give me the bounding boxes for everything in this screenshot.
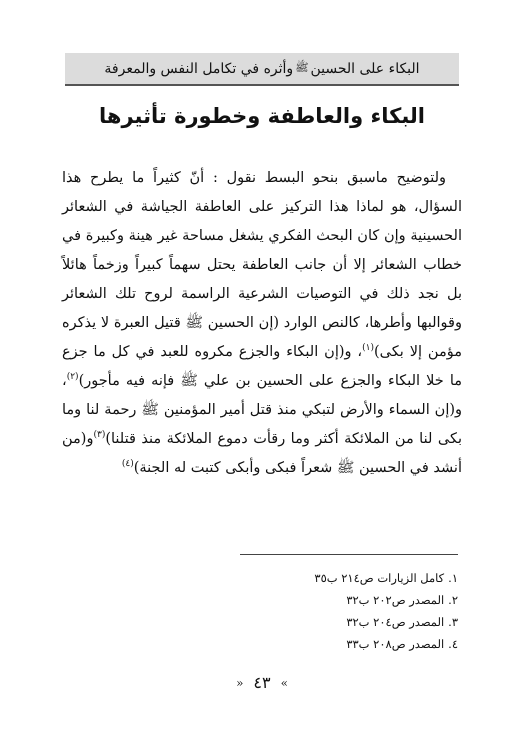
footnotes-list <box>240 567 458 655</box>
header-text-start: البكاء على الحسين <box>310 60 420 77</box>
footnote-item <box>240 589 458 611</box>
body-text: ، و(إن البكاء والجزع مكروه للعبد في كل ما جزع ما خلا البكاء والجزع على الحسين بن علي <box>62 344 463 389</box>
body-text: ، و(إن السماء والأرض لتبكي منذ قتل أمير المؤمنين <box>62 373 463 418</box>
footnote-text: كامل الزيارات ص٢١٤ ب٣٥ <box>314 571 445 585</box>
footnote-text: المصدر ص٢٠٤ ب٣٢ <box>346 615 445 629</box>
footnote-item <box>240 611 458 633</box>
honorific-icon: ﷺ <box>141 402 159 418</box>
footnote-number: ٢. <box>448 593 458 607</box>
body-text: و(من أنشد في الحسين <box>62 431 462 476</box>
honorific-icon: ﷺ <box>336 460 355 476</box>
honorific-icon: ﷺ <box>180 373 198 389</box>
footnote-number: ٣. <box>448 615 458 629</box>
honorific-icon: ﷺ <box>185 315 204 331</box>
footnote-text: المصدر ص٢٠٨ ب٣٣ <box>346 637 445 651</box>
footnote-ref[interactable]: (٤) <box>121 459 134 470</box>
page-number <box>212 673 312 692</box>
footnote-item <box>240 633 458 655</box>
footnote-ref[interactable]: (٣) <box>93 430 106 441</box>
ornament-right-icon: » <box>280 675 288 690</box>
section-title: البكاء والعاطفة وخطورة تأثيرها <box>99 104 425 128</box>
page-number-text: ٤٣ <box>253 673 271 692</box>
footnote-number: ٤. <box>448 637 458 651</box>
body-text: ولتوضيح ماسبق بنحو البسط نقول : أنّ كثيراً ما يطرح هذا السؤال، هو لماذا هذا التركيز على العاطفة الجياشة في الشعائر الحسينية وإن كان البحث الفكري يشغل مساحة غير هينة وكبيرة في خطاب الشعائر إلا أن جانب العاطفة يحتل سهماً كبيراً وزخماً هائلاً بل نجد ذلك في التوصيات الشرعية الراسمة لروح تلك الشعائر وقوالبها وأطرها، كالنص الوارد (إن الحسين <box>62 170 462 331</box>
footnote-text: المصدر ص٢٠٢ ب٣٢ <box>346 593 445 607</box>
header-text-end: وأثره في تكامل النفس والمعرفة <box>104 60 294 77</box>
running-header <box>65 53 459 86</box>
footnote-ref[interactable]: (١) <box>362 343 374 354</box>
body-text: رحمة لنا وما بكى لنا من الملائكة أكثر وما رقأت دموع الملائكة منذ قتلنا) <box>62 402 462 447</box>
honorific-icon: ﷺ <box>295 60 309 74</box>
body-text: فإنه فيه مأجور) <box>78 373 175 389</box>
ornament-left-icon: « <box>236 675 244 690</box>
footnote-ref[interactable]: (٢) <box>66 372 79 383</box>
footnote-item <box>240 567 458 589</box>
footnote-number: ١. <box>448 571 458 585</box>
body-paragraph <box>62 164 462 483</box>
body-text: قتيل العبرة لا يذكره مؤمن إلا بكى) <box>62 315 462 360</box>
footnote-divider <box>240 554 458 555</box>
body-text: شعراً فبكى وأبكى كتبت له الجنة) <box>133 460 333 476</box>
